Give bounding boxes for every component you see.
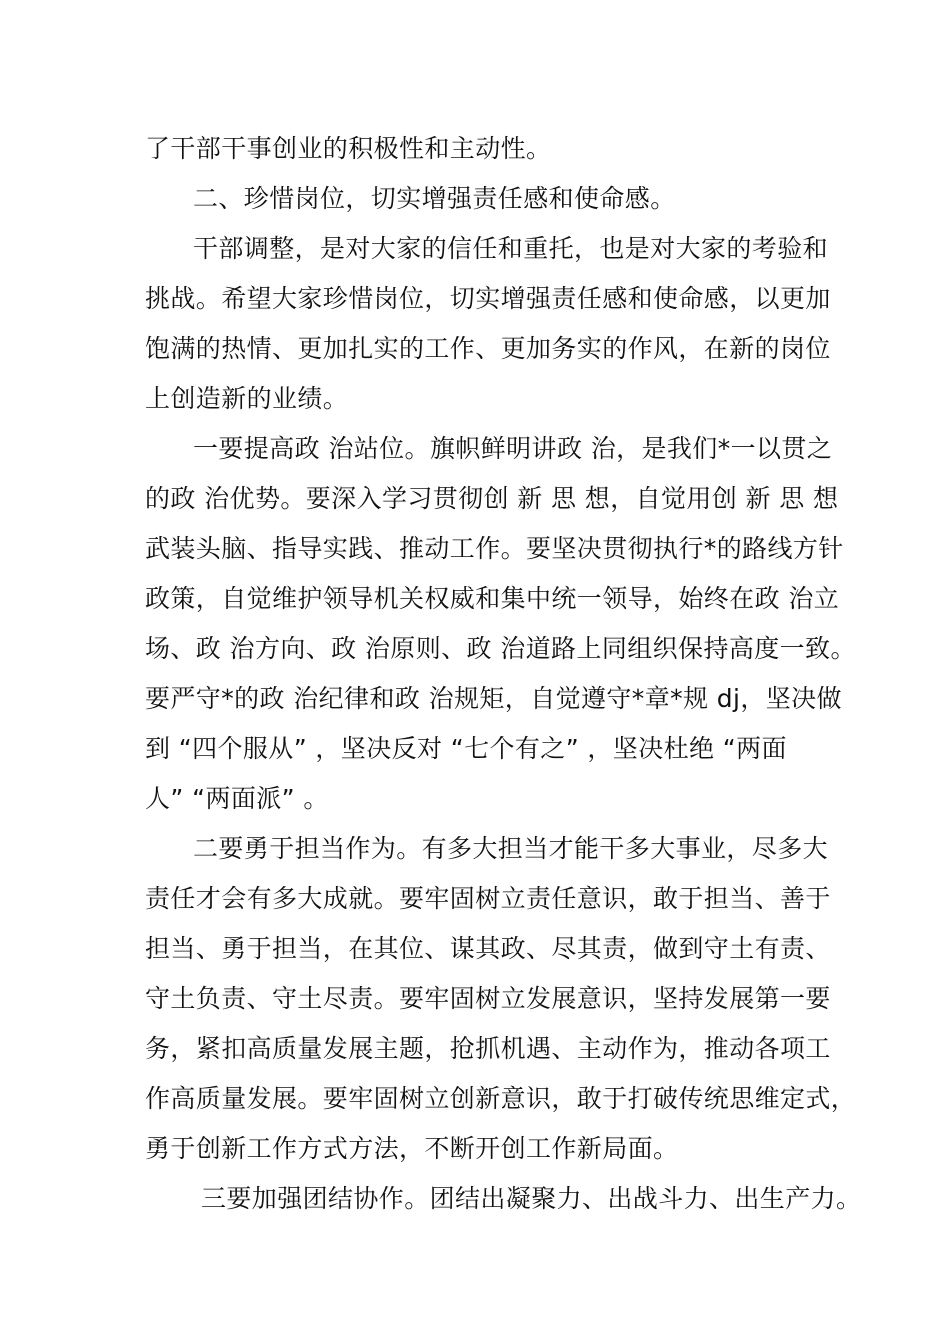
text-line: 人” “两面派” 。 — [145, 784, 329, 813]
text-line: 场、政 治方向、政 治原则、政 治道路上同组织保持高度一致。 — [145, 634, 856, 663]
text-line: 武装头脑、指导实践、推动工作。要坚决贯彻执行*的路线方针 — [145, 534, 844, 563]
text-line: 干部调整，是对大家的信任和重托，也是对大家的考验和 — [193, 234, 829, 263]
text-line: 挑战。希望大家珍惜岗位，切实增强责任感和使命感，以更加 — [145, 284, 831, 313]
section-heading: 二、珍惜岗位，切实增强责任感和使命感。 — [193, 184, 676, 213]
text-line: 守土负责、守土尽责。要牢固树立发展意识，坚持发展第一要 — [145, 984, 831, 1013]
text-line: 的政 治优势。要深入学习贯彻创 新 思 想，自觉用创 新 思 想 — [145, 484, 839, 513]
text-line: 勇于创新工作方式方法，不断开创工作新局面。 — [145, 1134, 679, 1163]
text-line: 要严守*的政 治纪律和政 治规矩，自觉遵守*章*规 dj，坚决做 — [145, 684, 842, 713]
text-line: 责任才会有多大成就。要牢固树立责任意识，敢于担当、善于 — [145, 884, 831, 913]
text-line: 担当、勇于担当，在其位、谋其政、尽其责，做到守土有责、 — [145, 934, 831, 963]
text-line: 一要提高政 治站位。旗帜鲜明讲政 治，是我们*一以贯之 — [193, 434, 833, 463]
text-line: 作高质量发展。要牢固树立创新意识，敢于打破传统思维定式， — [145, 1084, 857, 1113]
text-line: 三要加强团结协作。团结出凝聚力、出战斗力、出生产力。 — [201, 1184, 862, 1213]
text-line: 到 “四个服从” ，坚决反对 “七个有之” ，坚决杜绝 “两面 — [145, 734, 787, 763]
text-line: 政策，自觉维护领导机关权威和集中统一领导，始终在政 治立 — [145, 584, 840, 613]
text-line: 上创造新的业绩。 — [145, 384, 349, 413]
text-line: 饱满的热情、更加扎实的工作、更加务实的作风，在新的岗位 — [145, 334, 831, 363]
text-line: 务，紧扣高质量发展主题，抢抓机遇、主动作为，推动各项工 — [145, 1034, 831, 1063]
text-line: 了干部干事创业的积极性和主动性。 — [145, 134, 552, 163]
text-line: 二要勇于担当作为。有多大担当才能干多大事业，尽多大 — [193, 834, 829, 863]
